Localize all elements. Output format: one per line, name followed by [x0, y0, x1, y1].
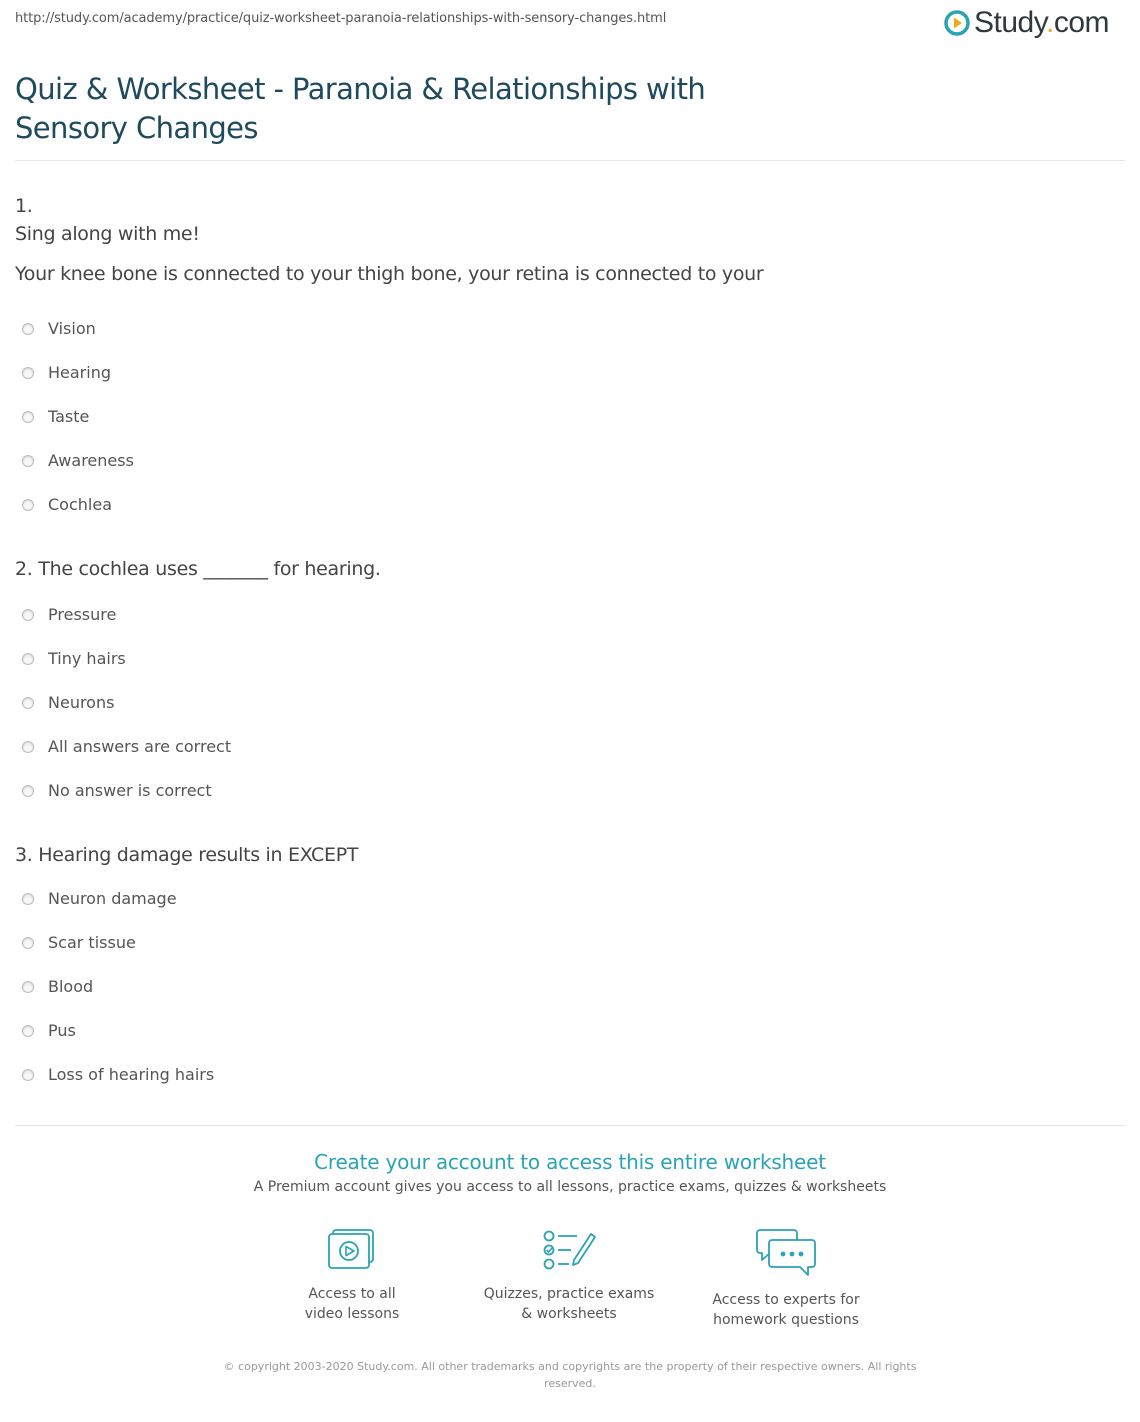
radio-button[interactable]: [22, 785, 34, 797]
question-1-option-2[interactable]: [22, 363, 111, 382]
radio-button[interactable]: [22, 411, 34, 423]
play-logo-icon: [944, 10, 970, 36]
option-label: All answers are correct: [48, 737, 232, 756]
cta-subtitle: A Premium account gives you access to all lessons, practice exams, quizzes & worksheets: [253, 1179, 887, 1195]
option-label: Awareness: [48, 451, 134, 470]
radio-button[interactable]: [22, 1069, 34, 1081]
radio-button[interactable]: [22, 981, 34, 993]
question-1-option-5[interactable]: [22, 495, 112, 514]
option-label: Vision: [48, 319, 96, 338]
option-label: Hearing: [48, 363, 111, 382]
option-label: Pus: [48, 1021, 76, 1040]
question-3-option-2[interactable]: [22, 933, 136, 952]
title-divider: [15, 160, 1125, 161]
radio-button[interactable]: [22, 937, 34, 949]
radio-button[interactable]: [22, 499, 34, 511]
cta-divider: [15, 1125, 1125, 1126]
question-3-option-5[interactable]: [22, 1065, 214, 1084]
option-label: Taste: [48, 407, 90, 426]
question-2-option-4[interactable]: [22, 737, 231, 756]
radio-button[interactable]: [22, 653, 34, 665]
option-label: Neuron damage: [48, 889, 177, 908]
radio-button[interactable]: [22, 367, 34, 379]
question-3-option-1[interactable]: [22, 889, 177, 908]
radio-button[interactable]: [22, 323, 34, 335]
top-bar: [0, 0, 1140, 50]
feature-line-1: Access to all: [308, 1286, 396, 1302]
radio-button[interactable]: [22, 741, 34, 753]
feature-line-1: Quizzes, practice exams: [483, 1286, 655, 1302]
feature-line-2: homework questions: [713, 1312, 859, 1328]
feature-line-1: Access to experts for: [712, 1292, 860, 1308]
radio-button[interactable]: [22, 455, 34, 467]
option-label: Cochlea: [48, 495, 112, 514]
question-2-option-3[interactable]: [22, 693, 114, 712]
feature-video-lessons: [262, 1228, 442, 1324]
study-logo[interactable]: [944, 6, 1109, 40]
create-account-link[interactable]: Create your account to access this entire worksheet: [314, 1150, 826, 1174]
option-label: Blood: [48, 977, 94, 996]
video-lessons-icon: [325, 1228, 379, 1272]
radio-button[interactable]: [22, 697, 34, 709]
logo-name: Study: [974, 6, 1046, 39]
logo-tld: com: [1053, 6, 1110, 39]
question-2-option-2[interactable]: [22, 649, 126, 668]
chat-experts-icon: [754, 1228, 818, 1278]
quiz-list-icon: [541, 1228, 597, 1272]
question-3-text: 3. Hearing damage results in EXCEPT: [15, 844, 359, 866]
option-label: Pressure: [48, 605, 117, 624]
option-label: Loss of hearing hairs: [48, 1065, 215, 1084]
option-label: Scar tissue: [48, 933, 136, 952]
question-1-line-1: Sing along with me!: [15, 223, 200, 245]
page-url[interactable]: http://study.com/academy/practice/quiz-worksheet-paranoia-relationships-with-sensory-changes.html: [15, 11, 667, 26]
feature-line-2: & worksheets: [521, 1306, 617, 1322]
option-label: Neurons: [48, 693, 115, 712]
feature-line-2: video lessons: [304, 1306, 400, 1322]
question-2-option-5[interactable]: [22, 781, 212, 800]
page-title: Quiz & Worksheet - Paranoia & Relationships with Sensory Changes: [15, 72, 706, 145]
question-2-option-1[interactable]: [22, 605, 116, 624]
question-1-number: 1.: [15, 195, 33, 217]
copyright-notice: © copyright 2003-2020 Study.com. All other trademarks and copyrights are the property of their respective owners. All rights reserved.: [223, 1360, 917, 1390]
question-1-option-4[interactable]: [22, 451, 134, 470]
question-1-option-1[interactable]: [22, 319, 96, 338]
question-1-line-2: Your knee bone is connected to your thigh bone, your retina is connected to your: [15, 263, 764, 285]
feature-experts: [696, 1228, 876, 1330]
question-3-option-4[interactable]: [22, 1021, 76, 1040]
question-1-option-3[interactable]: [22, 407, 89, 426]
logo-dot: .: [1046, 6, 1054, 39]
radio-button[interactable]: [22, 1025, 34, 1037]
radio-button[interactable]: [22, 893, 34, 905]
feature-quizzes: [479, 1228, 659, 1324]
question-3-option-3[interactable]: [22, 977, 93, 996]
logo-text: [974, 6, 1109, 40]
option-label: Tiny hairs: [48, 649, 126, 668]
question-2-text: 2. The cochlea uses _______ for hearing.: [15, 558, 381, 580]
radio-button[interactable]: [22, 609, 34, 621]
option-label: No answer is correct: [48, 781, 212, 800]
